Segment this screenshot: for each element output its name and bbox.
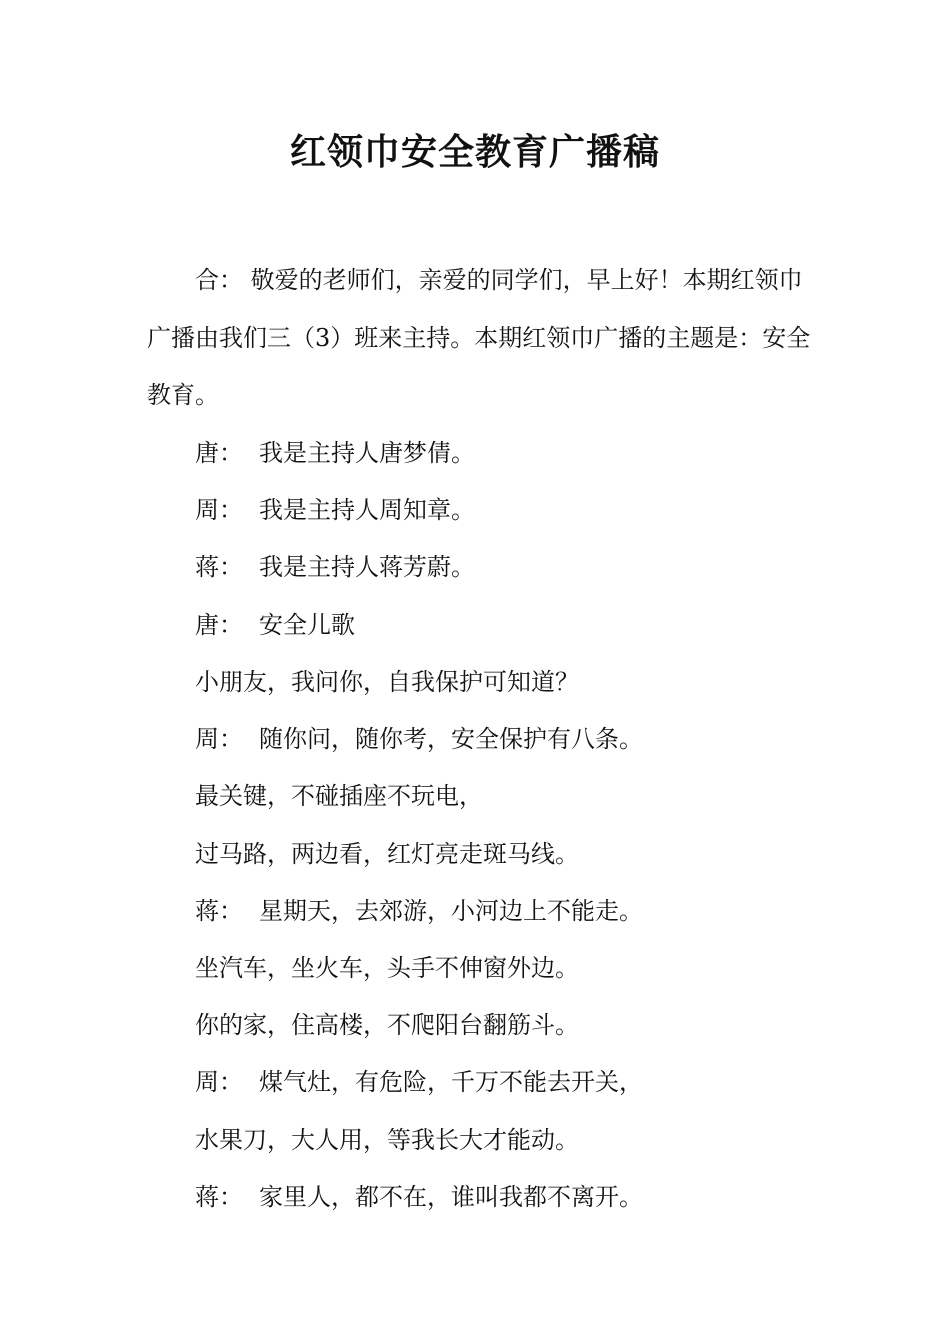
line-text: 坐汽车，坐火车，头手不伸窗外边。 — [195, 954, 579, 982]
line-text: 过马路，两边看，红灯亮走斑马线。 — [195, 840, 579, 868]
line-text: 安全儿歌 — [259, 611, 355, 639]
speaker-label: 周： — [195, 725, 243, 753]
line-text: 我是主持人周知章。 — [259, 496, 475, 524]
intro-speaker: 合： — [195, 266, 243, 294]
speaker-label: 唐： — [195, 611, 243, 639]
line-text: 水果刀，大人用，等我长大才能动。 — [195, 1126, 579, 1154]
script-line — [195, 666, 579, 698]
line-text: 小朋友，我问你，自我保护可知道？ — [195, 668, 579, 696]
script-line — [195, 838, 579, 870]
script-line — [195, 952, 579, 984]
intro-paragraph — [147, 252, 812, 425]
script-line — [195, 1009, 579, 1041]
document-title: 红领巾安全教育广播稿 — [289, 131, 660, 173]
script-line — [195, 1124, 579, 1156]
line-text: 你的家，住高楼，不爬阳台翻筋斗。 — [195, 1011, 579, 1039]
line-text: 随你问，随你考，安全保护有八条。 — [259, 725, 643, 753]
line-text: 煤气灶，有危险，千万不能去开关， — [259, 1068, 643, 1096]
speaker-label: 周： — [195, 496, 243, 524]
intro-text: 敬爱的老师们，亲爱的同学们，早上好！本期红领巾广播由我们三（3）班来主持。本期红领巾广播的主题是：安全教育。 — [147, 266, 811, 409]
script-line — [195, 551, 475, 583]
line-text: 我是主持人蒋芳蔚。 — [259, 553, 475, 581]
line-text: 最关键，不碰插座不玩电， — [195, 782, 483, 810]
line-text: 我是主持人唐梦倩。 — [259, 439, 475, 467]
speaker-label: 蒋： — [195, 897, 243, 925]
script-line — [195, 494, 475, 526]
script-line — [195, 1181, 643, 1213]
speaker-label: 蒋： — [195, 553, 243, 581]
script-line — [195, 437, 475, 469]
speaker-label: 蒋： — [195, 1183, 243, 1211]
line-text: 家里人，都不在，谁叫我都不离开。 — [259, 1183, 643, 1211]
line-text: 星期天，去郊游，小河边上不能走。 — [259, 897, 643, 925]
script-line — [195, 723, 643, 755]
script-line — [195, 780, 483, 812]
script-line — [195, 1066, 643, 1098]
script-line — [195, 609, 355, 641]
speaker-label: 唐： — [195, 439, 243, 467]
script-line — [195, 895, 643, 927]
speaker-label: 周： — [195, 1068, 243, 1096]
